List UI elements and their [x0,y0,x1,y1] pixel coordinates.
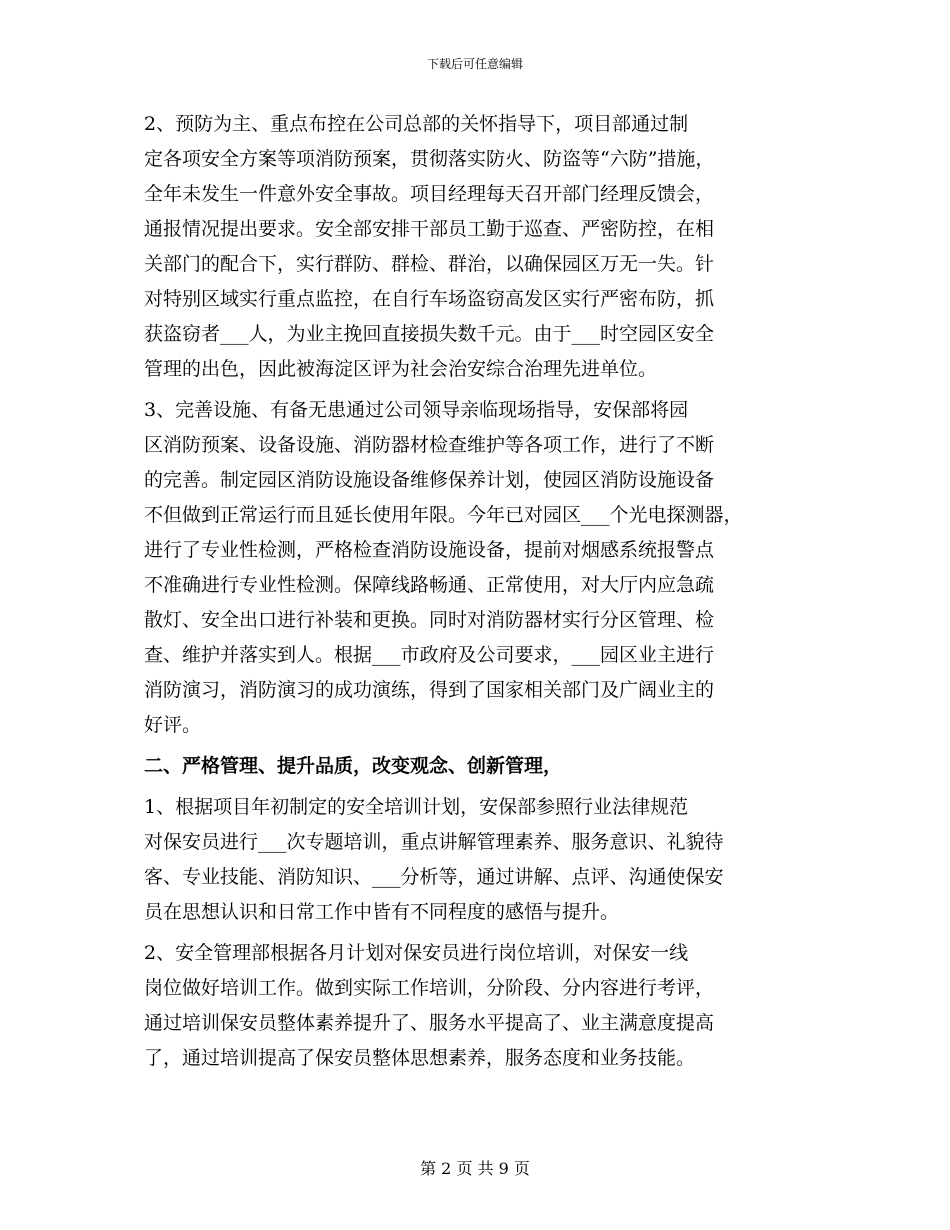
paragraph-facilities: 3、完善设施、有备无患通过公司领导亲临现场指导，安保部将园 区消防预案、设备设施、消防器材检查维护等各项工作，进行了不断 的完善。制定园区消防设施设备维修保养计划，使园区消防设施设备 不但做到正常运行而且延长使用年限。今年已对园区___个光电探测器， 进行了专业性检测，严格检查消防设施设备，提前对烟感系统报警点 不准确进行专业性检测。保障线路畅通、正常使用，对大厅内应急疏 散灯、安全出口进行补装和更换。同时对消防器材实行分区管理、检 查、维护并落实到人。根据___市政府及公司要求，___园区业主进行 消防演习，消防演习的成功演练，得到了国家相关部门及广阔业主的 好评。 [144,399,743,736]
page-number: 第 2 页 共 9 页 [420,1159,530,1178]
paragraph-training-plan: 1、根据项目年初制定的安全培训计划，安保部参照行业法律规范 对保安员进行___次专题培训，重点讲解管理素养、服务意识、礼貌待 客、专业技能、消防知识、___分析等，通过讲解、点评、沟通使保安 员在思想认识和日常工作中皆有不同程度的感悟与提升。 [144,796,724,923]
document-body [144,107,808,1082]
page-header-note: 下载后可任意编辑 [426,57,523,71]
section-heading-management: 二、严格管理、提升品质，改变观念、创新管理， [144,755,563,777]
paragraph-post-training: 2、安全管理部根据各月计划对保安员进行岗位培训，对保安一线 岗位做好培训工作。做到实际工作培训，分阶段、分内容进行考评， 通过培训保安员整体素养提升了、服务水平提高了、业主满意度提高 了，通过培训提高了保安员整体思想素养，服务态度和业务技能。 [144,942,715,1069]
paragraph-prevention: 2、预防为主、重点布控在公司总部的关怀指导下，项目部通过制 定各项安全方案等项消防预案，贯彻落实防火、防盗等“六防”措施， 全年未发生一件意外安全事故。项目经理每天召开部门经理反馈会， 通报情况提出要求。安全部安排干部员工勤于巡查、严密防控，在相 关部门的配合下，实行群防、群检、群治，以确保园区万无一失。针 对特别区域实行重点监控，在自行车场盗窃高发区实行严密布防，抓 获盗窃者___人，为业主挽回直接损失数千元。由于___时空园区安全 管理的出色，因此被海淀区评为社会治安综合治理先进单位。 [144,113,715,380]
